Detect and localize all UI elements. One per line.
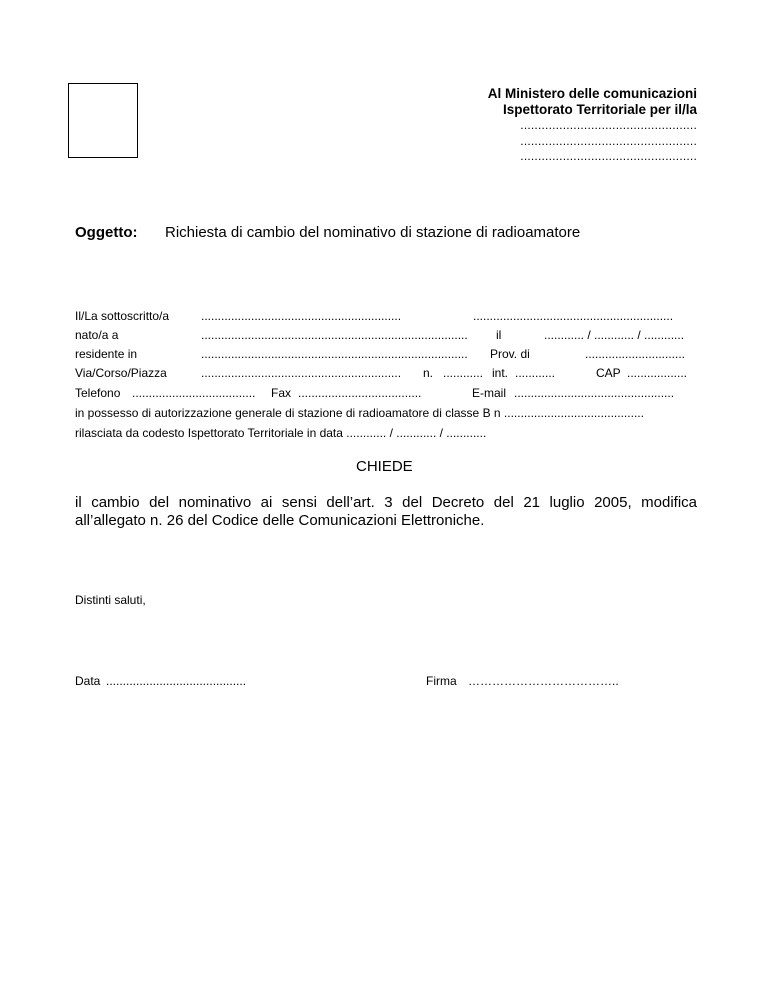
- via-field[interactable]: ............................................................: [201, 366, 402, 380]
- prov-label: Prov. di: [490, 347, 530, 361]
- interno-label: int.: [492, 366, 509, 380]
- prov-field[interactable]: ..............................: [585, 347, 686, 361]
- fax-field[interactable]: .....................................: [298, 386, 422, 400]
- nato-field[interactable]: ................................................................................: [201, 328, 468, 342]
- recipient-dots-3[interactable]: ..................................................: [520, 149, 697, 163]
- il-label: il: [496, 328, 502, 342]
- numero-label: n.: [423, 366, 434, 380]
- email-field[interactable]: ................................................: [514, 386, 675, 400]
- closing-text: Distinti saluti,: [75, 593, 146, 607]
- recipient-dots-1[interactable]: ..................................................: [520, 118, 697, 132]
- sottoscritto-field-1[interactable]: ............................................................: [201, 309, 402, 323]
- firma-label: Firma: [426, 674, 457, 688]
- residente-label: residente in: [75, 347, 138, 361]
- recipient-line-2: Ispettorato Territoriale per il/la: [502, 102, 697, 117]
- firma-field[interactable]: ………………………………..: [468, 674, 619, 688]
- nato-label: nato/a a: [75, 328, 119, 342]
- chiede-heading: CHIEDE: [356, 458, 413, 475]
- recipient-dots-2[interactable]: ..................................................: [520, 133, 697, 148]
- autorizzazione-line[interactable]: in possesso di autorizzazione generale di stazione di radioamatore di classe B n ..........................................: [75, 406, 644, 420]
- cap-field[interactable]: ..................: [627, 366, 688, 380]
- cap-label: CAP: [596, 366, 621, 380]
- sottoscritto-field-2[interactable]: ............................................................: [473, 309, 674, 323]
- photo-box: [68, 83, 138, 158]
- rilasciata-line[interactable]: rilasciata da codesto Ispettorato Territoriale in data ............ / ............ / ............: [75, 426, 487, 440]
- recipient-line-1: Al Ministero delle comunicazioni: [487, 86, 697, 101]
- via-label: Via/Corso/Piazza: [75, 366, 167, 380]
- birth-date-field[interactable]: ............ / ............ / ............: [544, 328, 685, 342]
- subject-label: Oggetto:: [75, 224, 138, 241]
- numero-field[interactable]: ............: [443, 366, 484, 380]
- telefono-label: Telefono: [75, 386, 121, 400]
- sottoscritto-label: Il/La sottoscritto/a: [75, 309, 170, 323]
- residente-field[interactable]: ................................................................................: [201, 347, 468, 361]
- telefono-field[interactable]: .....................................: [132, 386, 256, 400]
- data-label: Data: [75, 674, 101, 688]
- data-field[interactable]: ..........................................: [106, 674, 247, 688]
- recipient-address: [488, 86, 697, 165]
- fax-label: Fax: [271, 386, 292, 400]
- request-paragraph: il cambio del nominativo ai sensi dell’art. 3 del Decreto del 21 luglio 2005, modifica all’allegato n. 26 del Codice delle Comunicazioni Elettroniche.: [75, 494, 697, 529]
- interno-field[interactable]: ............: [515, 366, 556, 380]
- email-label: E-mail: [472, 386, 507, 400]
- subject-text: Richiesta di cambio del nominativo di stazione di radioamatore: [165, 224, 581, 241]
